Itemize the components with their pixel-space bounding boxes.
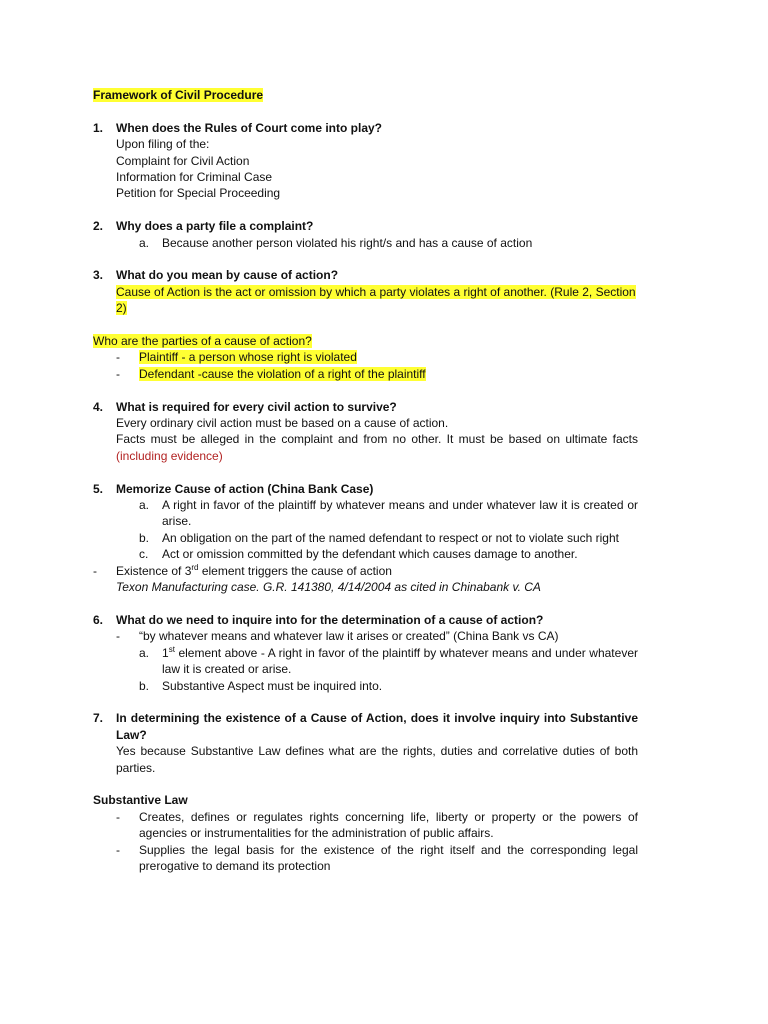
dash-marker: - <box>93 563 97 578</box>
question-text: What do you mean by cause of action? <box>116 268 339 283</box>
question-text: Memorize Cause of action (China Bank Case) <box>116 481 374 496</box>
question-number: 2. <box>93 219 104 234</box>
question-number: 5. <box>93 481 104 496</box>
dash-note: - Existence of 3rd element triggers the cause of action <box>93 562 392 578</box>
list-item-text: Substantive Aspect must be inquired into. <box>162 678 383 693</box>
list-item <box>116 497 638 530</box>
list-marker: c. <box>139 547 149 562</box>
question-4 <box>93 399 638 465</box>
list-item-text: Defendant -cause the violation of a right of the plaintiff <box>139 366 426 381</box>
question-text: Why does a party file a complaint? <box>116 219 314 234</box>
dash-marker: - <box>116 842 120 857</box>
list-item <box>116 546 638 562</box>
answer-line: Facts must be alleged in the complaint and from no other. It must be based on ultimate facts (including evidence) <box>116 432 638 463</box>
answer-line: Petition for Special Proceeding <box>116 186 281 201</box>
list-item <box>93 842 638 875</box>
list-marker: a. <box>139 645 150 660</box>
list-item-text: Supplies the legal basis for the existence of the right itself and the corresponding legal prerogative to demand its protection <box>139 842 638 873</box>
case-citation: Texon Manufacturing case. G.R. 141380, 4/14/2004 as cited in Chinabank v. CA <box>116 580 541 595</box>
question-number: 4. <box>93 399 104 414</box>
red-note: (including evidence) <box>116 448 223 463</box>
list-item-text: A right in favor of the plaintiff by whatever means and under whatever law it is created or arise. <box>162 498 638 529</box>
list-item-text: Creates, defines or regulates rights concerning life, liberty or property or the powers of agencies or instrumentalities for the administration of public affairs. <box>139 809 638 841</box>
list-item <box>93 349 638 365</box>
question-7 <box>93 710 638 776</box>
quote-text: “by whatever means and whatever law it arises or created” (China Bank vs CA) <box>139 629 559 644</box>
dash-marker: - <box>116 629 120 644</box>
list-item <box>116 235 638 251</box>
answer-line: Complaint for Civil Action <box>116 153 250 168</box>
list-item-text: Act or omission committed by the defendant which causes damage to another. <box>162 547 578 562</box>
question-text: When does the Rules of Court come into play? <box>116 120 383 135</box>
question-3 <box>93 267 638 316</box>
question-number: 1. <box>93 120 104 135</box>
dash-marker: - <box>116 809 120 824</box>
question-text: What do we need to inquire into for the determination of a cause of action? <box>116 612 544 627</box>
answer-line: Upon filing of the: <box>116 137 210 152</box>
list-item <box>116 628 638 644</box>
answer-line: Information for Criminal Case <box>116 170 273 185</box>
list-item-text: 1st element above - A right in favor of the plaintiff by whatever means and under whatever law it is created or arise. <box>162 644 638 677</box>
section-heading: Substantive Law <box>93 793 188 808</box>
list-item-text: Because another person violated his right/s and has a cause of action <box>162 235 533 250</box>
question-6 <box>93 612 638 694</box>
list-item <box>93 366 638 382</box>
answer-line: Every ordinary civil action must be based on a cause of action. <box>116 416 449 431</box>
list-item <box>116 678 638 694</box>
question-5 <box>93 481 638 563</box>
list-marker: a. <box>139 235 150 250</box>
parties-heading: Who are the parties of a cause of action? <box>93 334 312 349</box>
document-content <box>93 87 638 874</box>
list-item-text: An obligation on the part of the named defendant to respect or not to violate such right <box>162 530 619 545</box>
list-item <box>116 645 638 678</box>
question-text: What is required for every civil action to survive? <box>116 399 397 414</box>
list-marker: a. <box>139 498 150 513</box>
question-number: 7. <box>93 711 104 726</box>
list-item-text: Plaintiff - a person whose right is violated <box>139 350 357 365</box>
list-marker: b. <box>139 530 150 545</box>
dash-marker: - <box>116 366 120 381</box>
question-number: 3. <box>93 268 104 283</box>
dash-marker: - <box>116 350 120 365</box>
question-1 <box>93 120 638 202</box>
document-title: Framework of Civil Procedure <box>93 88 264 102</box>
question-2 <box>93 218 638 251</box>
question-text: In determining the existence of a Cause of Action, does it involve inquiry into Substantive Law? <box>116 711 638 742</box>
list-marker: b. <box>139 678 150 693</box>
question-number: 6. <box>93 612 104 627</box>
answer-text: Cause of Action is the act or omission by which a party violates a right of another. (Rule 2, Section 2) <box>116 284 636 316</box>
list-item <box>116 530 638 546</box>
answer-text: Yes because Substantive Law defines what are the rights, duties and correlative duties of both parties. <box>116 744 638 775</box>
list-item <box>93 809 638 842</box>
